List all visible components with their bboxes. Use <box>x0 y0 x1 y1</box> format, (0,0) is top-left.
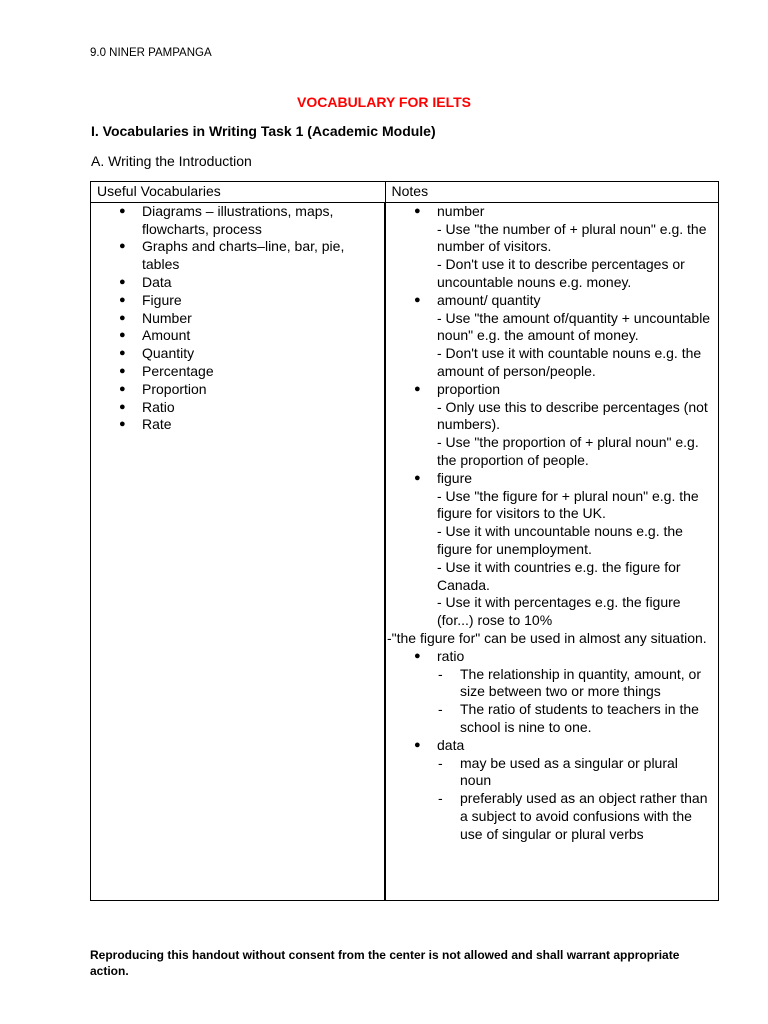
note-term-ratio: ● ratio <box>392 648 712 666</box>
list-item: ● Ratio <box>97 399 378 417</box>
list-item: ● Percentage <box>97 363 378 381</box>
note-line: - Use "the number of + plural noun" e.g. the number of visitors. <box>437 220 707 255</box>
section-heading: I. Vocabularies in Writing Task 1 (Academic Module) <box>91 123 436 139</box>
note-line: - Use "the proportion of + plural noun" e.g. the proportion of people. <box>437 434 699 468</box>
list-item: - The relationship in quantity, amount, or size between two or more things <box>437 666 712 702</box>
notes-list-6 <box>392 737 712 755</box>
notes-list-4 <box>392 470 712 488</box>
vocabulary-list <box>97 203 378 434</box>
notes-list-2 <box>392 292 712 310</box>
list-item: ● Number <box>97 310 378 328</box>
list-item: - preferably used as an object rather than a subject to avoid confusions with the use of singular or plural verbs <box>437 790 712 843</box>
notes-list-3 <box>392 381 712 399</box>
list-item: ● Quantity <box>97 345 378 363</box>
document-title: VOCABULARY FOR IELTS <box>297 94 471 110</box>
ratio-points <box>392 666 712 737</box>
notes-cell <box>385 202 719 900</box>
note-line: - Don't use it to describe percentages or uncountable nouns e.g. money. <box>437 256 685 290</box>
list-item: ● Rate <box>97 416 378 434</box>
column-header-notes: Notes <box>385 182 719 203</box>
note-line: - Use "the figure for + plural noun" e.g. the figure for visitors to the UK. <box>437 487 699 522</box>
note-line: - Use it with uncountable nouns e.g. the figure for unemployment. <box>437 523 683 557</box>
note-term-figure: ● figure <box>392 470 712 488</box>
list-item: ● Amount <box>97 327 378 345</box>
column-header-vocabularies: Useful Vocabularies <box>91 182 386 203</box>
note-term-amount: ● amount/ quantity <box>392 292 712 310</box>
subsection-heading: A. Writing the Introduction <box>91 153 252 169</box>
data-points <box>392 755 712 844</box>
list-item: - The ratio of students to teachers in the school is nine to one. <box>437 701 712 737</box>
list-item: ● Proportion <box>97 381 378 399</box>
list-item: - may be used as a singular or plural noun <box>437 755 712 791</box>
list-item: ● Figure <box>97 292 378 310</box>
list-item: ● Data <box>97 274 378 292</box>
note-line: - Use "the amount of/quantity + uncountable noun" e.g. the amount of money. <box>437 309 711 344</box>
table-header-row <box>91 182 719 203</box>
table-body-row <box>91 202 719 900</box>
note-line: - Only use this to describe percentages (not numbers). <box>437 398 708 433</box>
note-term-proportion: ● proportion <box>392 381 712 399</box>
note-figure-general: -"the figure for" can be used in almost any situation. <box>387 629 707 646</box>
list-item: ● Graphs and charts–line, bar, pie, tables <box>97 238 378 274</box>
note-term-data: ● data <box>392 737 712 755</box>
note-line: - Don't use it with countable nouns e.g. the amount of person/people. <box>437 345 702 379</box>
note-line: - Use it with countries e.g. the figure for Canada. <box>437 558 681 593</box>
list-item: ● Diagrams – illustrations, maps, flowcharts, process <box>97 203 378 239</box>
note-term-number: ● number <box>392 203 712 221</box>
page-header: 9.0 NINER PAMPANGA <box>90 47 212 59</box>
notes-list-5 <box>392 648 712 666</box>
notes-list-1 <box>392 203 712 221</box>
footer-notice: Reproducing this handout without consent from the center is not allowed and shall warrant appropriate action. <box>90 948 680 978</box>
note-line: - Use it with percentages e.g. the figure (for...) rose to 10% <box>437 594 681 629</box>
vocabulary-table <box>90 181 719 901</box>
vocabularies-cell <box>91 202 386 900</box>
